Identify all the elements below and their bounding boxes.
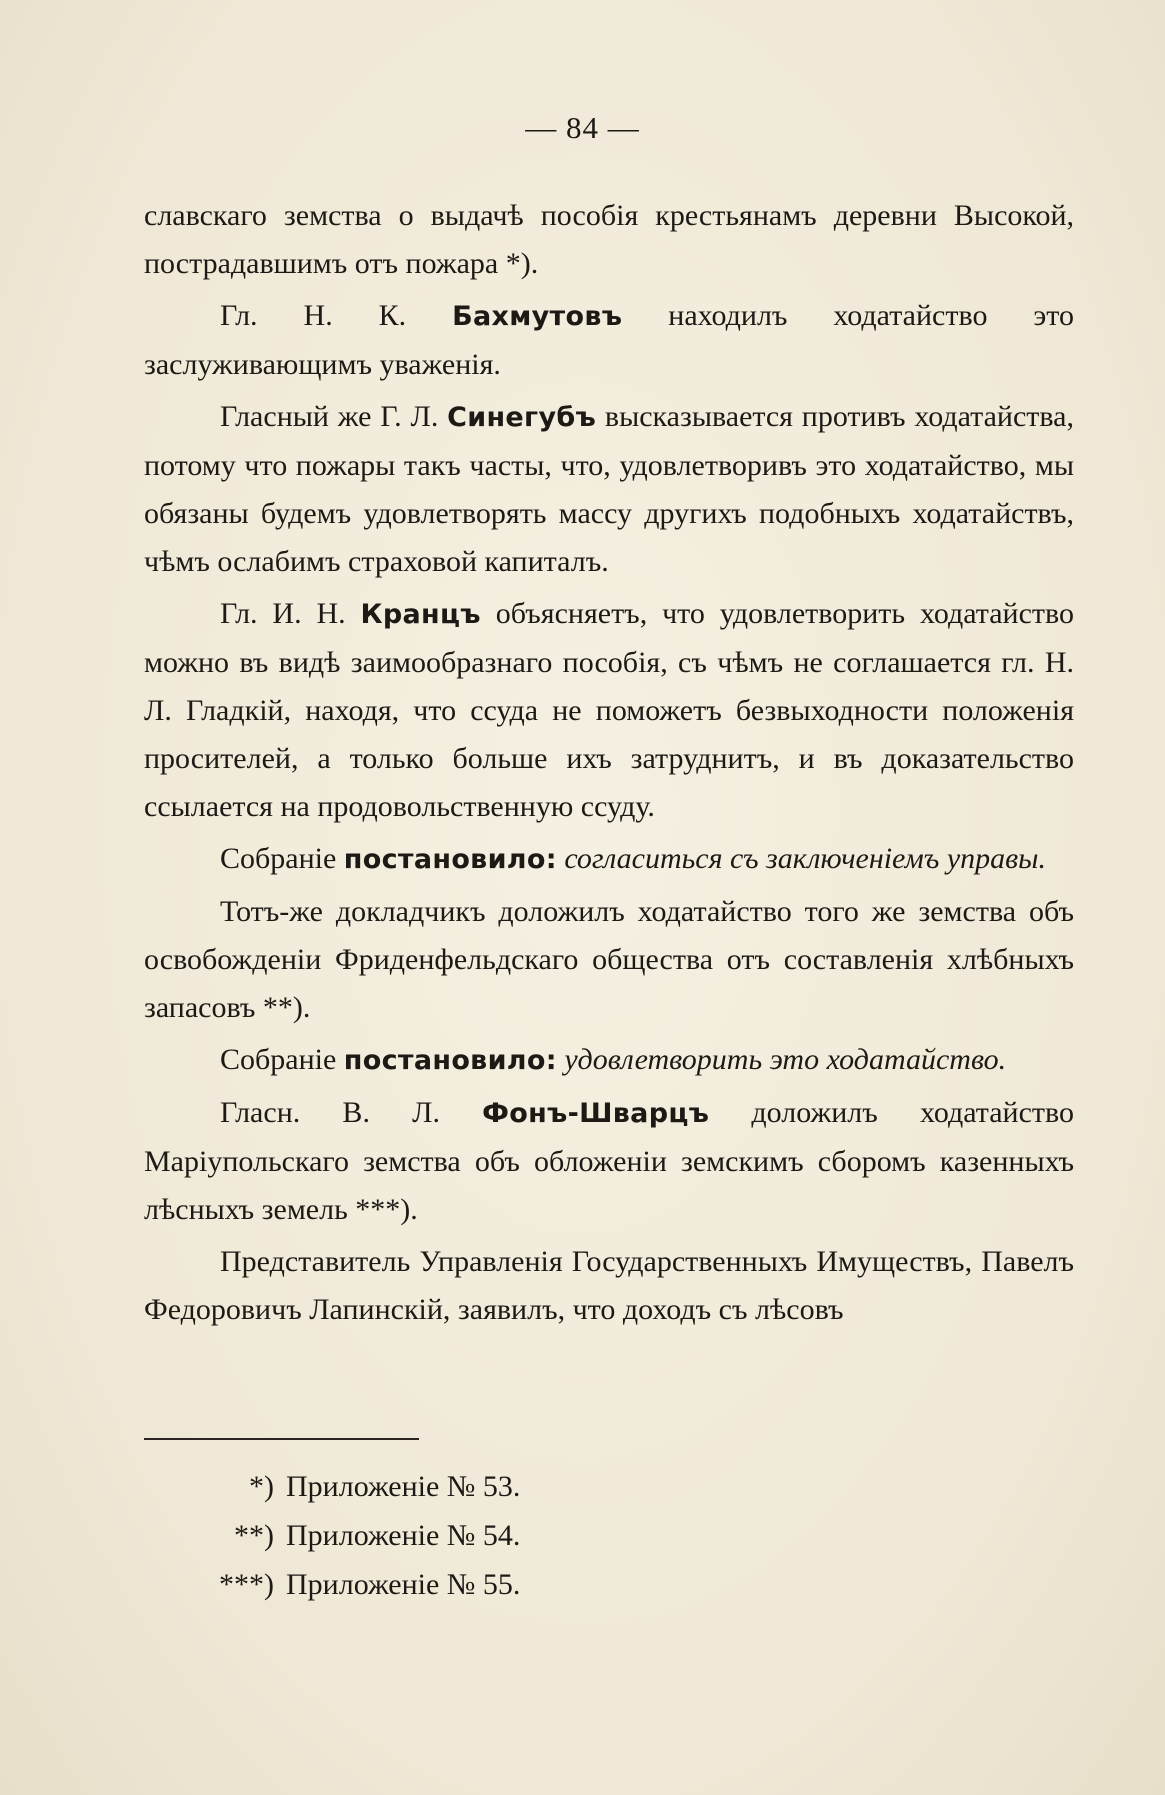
- paragraph-lead: Гл. Н. К.: [220, 299, 453, 332]
- paragraph-lead: Собраніе: [220, 1043, 344, 1076]
- paragraph-2: [144, 292, 1074, 389]
- resolution-text: удовлетворить это ходатайство.: [556, 1043, 1007, 1076]
- paragraph-5: [144, 835, 1074, 884]
- paragraph-3: [144, 393, 1074, 586]
- paragraph-lead: Гласный же Г. Л.: [220, 400, 448, 433]
- resolution-label: постановило:: [343, 1045, 557, 1076]
- footnote-mark: **): [234, 1519, 274, 1552]
- resolution-text: согласиться съ заключеніемъ управы.: [556, 842, 1046, 875]
- paragraph-text: высказывается противъ ходатайства, потому что пожары такъ часты, что, удовлетворивъ это ходатайство, мы обязаны будемъ удовлетворять массу другихъ подобныхъ ходатайствъ, чѣмъ ослабимъ страховой капиталъ.: [144, 400, 1074, 578]
- speaker-name: Бахмутовъ: [452, 301, 623, 332]
- footnote-mark: *): [249, 1470, 274, 1503]
- footnote-1: [144, 1462, 944, 1511]
- paragraph-text: Тотъ-же докладчикъ доложилъ ходатайство того же земства объ освобожденіи Фриденфельдскаго общества отъ составленія хлѣбныхъ запасовъ **).: [144, 895, 1074, 1024]
- footnote-divider: [144, 1438, 419, 1440]
- paragraph-text: Представитель Управленія Государственныхъ Имуществъ, Павелъ Федоровичъ Лапинскій, заявилъ, что доходъ съ лѣсовъ: [144, 1245, 1074, 1326]
- footnote-text: Приложеніе № 54.: [286, 1519, 521, 1552]
- paragraph-lead: Гл. И. Н.: [220, 597, 361, 630]
- paragraph-1: [144, 192, 1074, 288]
- speaker-name: Кранцъ: [360, 599, 481, 630]
- page-number: — 84 —: [525, 110, 640, 145]
- speaker-name: Синегубъ: [447, 402, 597, 433]
- body-text: [144, 192, 1074, 1338]
- footnote-2: [144, 1511, 944, 1560]
- footnote-text: Приложеніе № 53.: [286, 1470, 521, 1503]
- footnote-text: Приложеніе № 55.: [286, 1568, 521, 1601]
- paragraph-6: [144, 888, 1074, 1032]
- footnotes: [144, 1462, 944, 1609]
- footnote-3: [144, 1560, 944, 1609]
- paragraph-7: [144, 1036, 1074, 1085]
- paragraph-4: [144, 590, 1074, 831]
- paragraph-8: [144, 1089, 1074, 1234]
- speaker-name: Фонъ-Шварцъ: [482, 1098, 710, 1129]
- paragraph-lead: Собраніе: [220, 842, 344, 875]
- paragraph-text: объясняетъ, что удовлетворить ходатайство можно въ видѣ заимообразнаго пособія, съ чѣмъ не соглашается гл. Н. Л. Гладкій, находя, что ссуда не поможетъ безвыходности положенія просителей, а только больше ихъ затруднитъ, и въ доказательство ссылается на продовольственную ссуду.: [144, 597, 1074, 823]
- footnote-mark: ***): [219, 1568, 274, 1601]
- paragraph-text: доложилъ ходатайство Маріупольскаго земства объ обложеніи земскимъ сборомъ казенныхъ лѣсныхъ земель ***).: [144, 1096, 1074, 1226]
- paragraph-text: славскаго земства о выдачѣ пособія крестьянамъ деревни Высокой, пострадавшимъ отъ пожара *).: [144, 199, 1074, 280]
- paragraph-lead: Гласн. В. Л.: [220, 1096, 483, 1129]
- paragraph-text: находилъ ходатайство это заслуживающимъ уваженія.: [144, 299, 1074, 381]
- resolution-label: постановило:: [343, 844, 557, 875]
- paragraph-9: [144, 1238, 1074, 1334]
